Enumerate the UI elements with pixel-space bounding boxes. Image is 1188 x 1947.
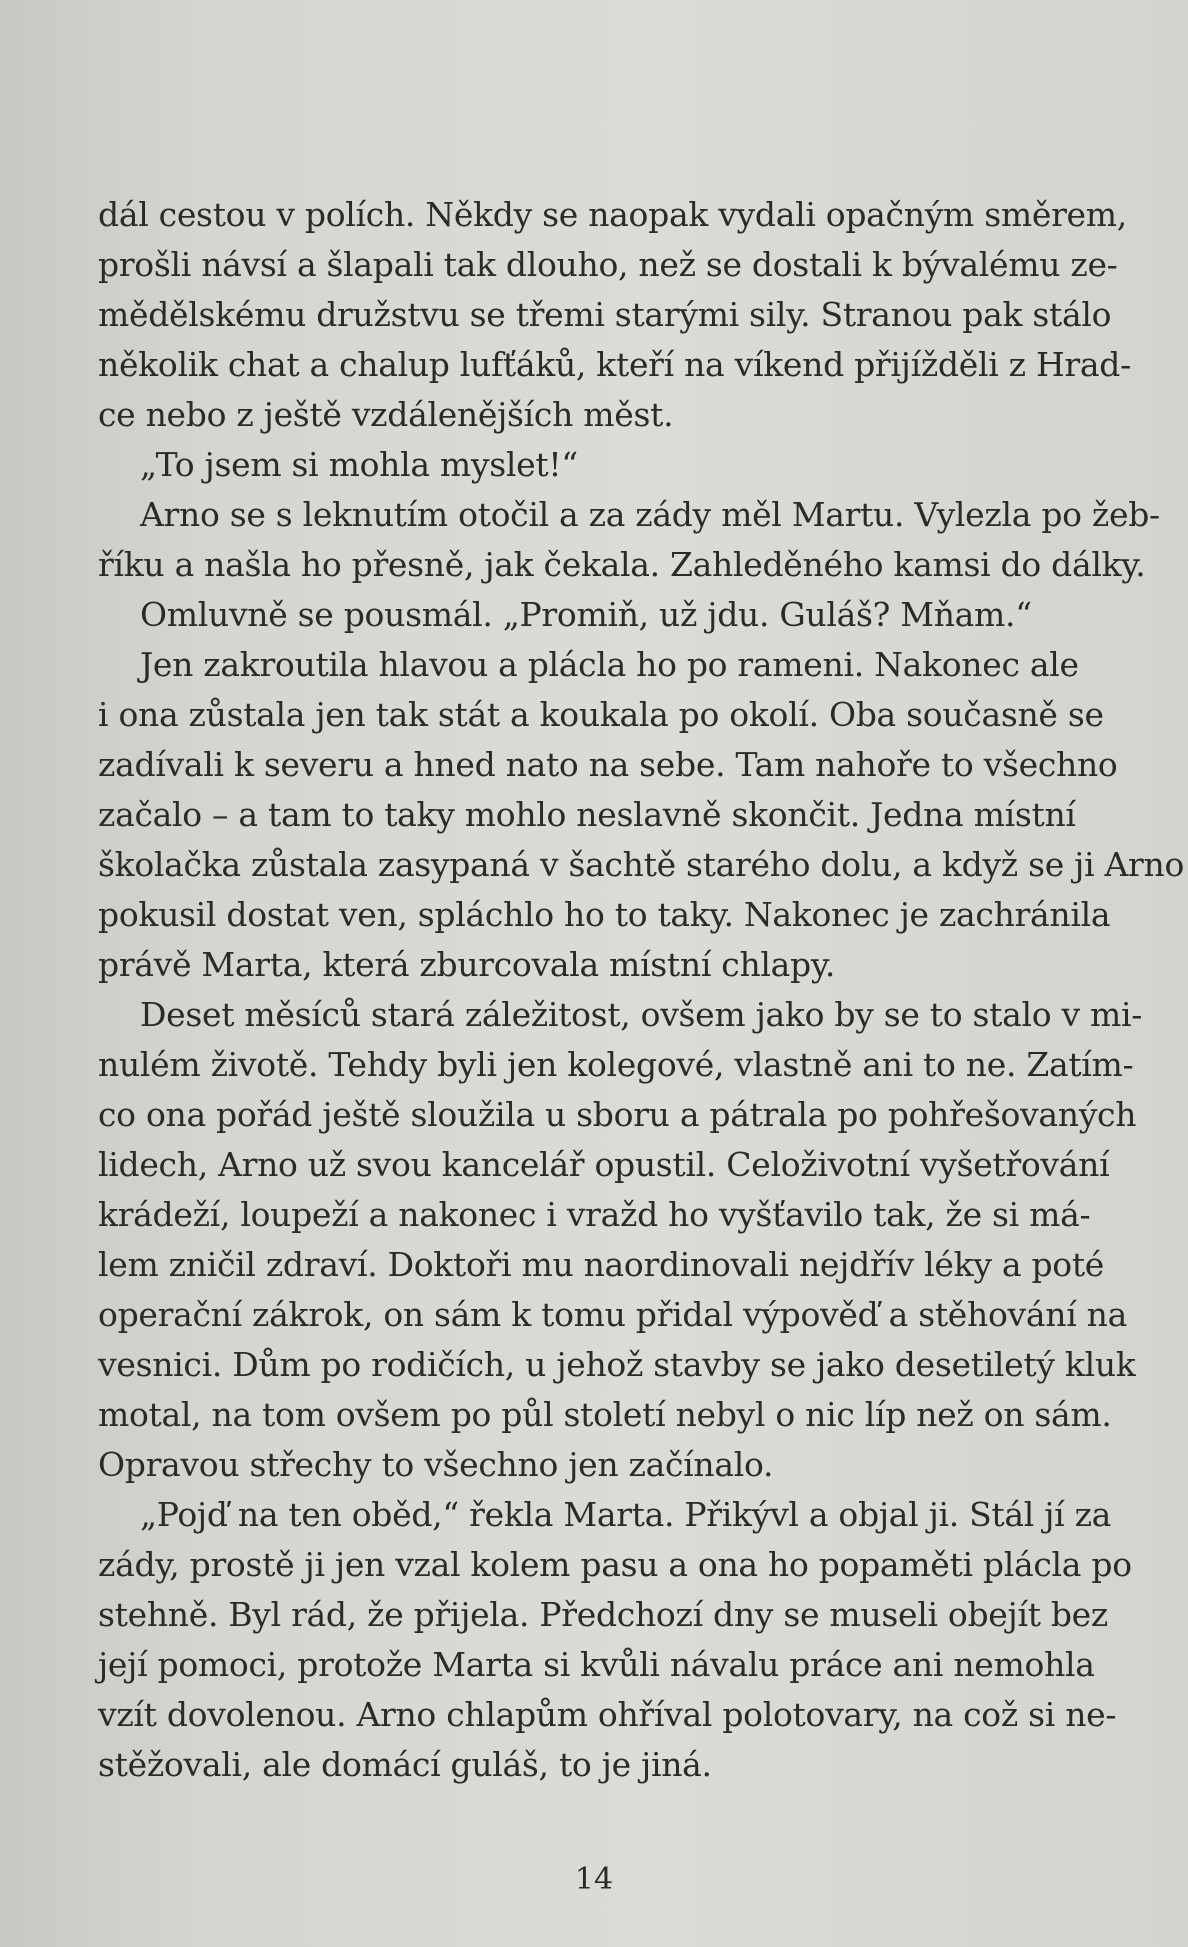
text-line: co ona pořád ještě sloužila u sboru a pátrala po pohřešovaných xyxy=(98,1095,1137,1134)
text-line: lem zničil zdraví. Doktoři mu naordinovali nejdřív léky a poté xyxy=(98,1245,1105,1284)
text-line: pokusil dostat ven, spláchlo ho to taky. Nakonec je zachránila xyxy=(98,895,1111,934)
text-line: zadívali k severu a hned nato na sebe. Tam nahoře to všechno xyxy=(98,745,1118,784)
text-line: mědělskému družstvu se třemi starými sily. Stranou pak stálo xyxy=(98,295,1112,334)
text-line: Arno se s leknutím otočil a za zády měl Martu. Vylezla po žeb- xyxy=(140,495,1160,534)
text-line: zády, prostě ji jen vzal kolem pasu a ona ho popaměti plácla po xyxy=(98,1545,1132,1584)
text-line: několik chat a chalup lufťáků, kteří na víkend přijížděli z Hrad- xyxy=(98,345,1131,384)
text-line: Omluvně se pousmál. „Promiň, už jdu. Guláš? Mňam.“ xyxy=(140,595,1032,634)
text-line: její pomoci, protože Marta si kvůli návalu práce ani nemohla xyxy=(98,1645,1095,1684)
body-text xyxy=(98,190,1185,1790)
text-line: stěžovali, ale domácí guláš, to je jiná. xyxy=(98,1745,712,1784)
text-line: nulém životě. Tehdy byli jen kolegové, vlastně ani to ne. Zatím- xyxy=(98,1045,1134,1084)
text-line: ce nebo z ještě vzdálenějších měst. xyxy=(98,395,674,434)
text-line: „Pojď na ten oběd,“ řekla Marta. Přikývl a objal ji. Stál jí za xyxy=(140,1495,1112,1534)
text-line: krádeží, loupeží a nakonec i vražd ho vyšťavilo tak, že si má- xyxy=(98,1195,1091,1234)
text-line: „To jsem si mohla myslet!“ xyxy=(140,445,578,484)
text-line: Jen zakroutila hlavou a plácla ho po rameni. Nakonec ale xyxy=(140,645,1079,684)
text-line: školačka zůstala zasypaná v šachtě starého dolu, a když se ji Arno xyxy=(98,845,1185,884)
text-line: stehně. Byl rád, že přijela. Předchozí dny se museli obejít bez xyxy=(98,1595,1108,1634)
text-line: právě Marta, která zburcovala místní chlapy. xyxy=(98,945,836,984)
text-line: vesnici. Dům po rodičích, u jehož stavby se jako desetiletý kluk xyxy=(98,1345,1136,1384)
text-line: Opravou střechy to všechno jen začínalo. xyxy=(98,1445,774,1484)
text-line: i ona zůstala jen tak stát a koukala po okolí. Oba současně se xyxy=(98,695,1104,734)
text-line: dál cestou v polích. Někdy se naopak vydali opačným směrem, xyxy=(98,195,1127,234)
page-number: 14 xyxy=(574,1862,614,1897)
text-line: Deset měsíců stará záležitost, ovšem jako by se to stalo v mi- xyxy=(140,995,1143,1034)
text-line: říku a našla ho přesně, jak čekala. Zahleděného kamsi do dálky. xyxy=(98,545,1146,584)
text-line: motal, na tom ovšem po půl století nebyl o nic líp než on sám. xyxy=(98,1395,1112,1434)
text-line: lidech, Arno už svou kancelář opustil. Celoživotní vyšetřování xyxy=(98,1145,1110,1184)
text-line: prošli návsí a šlapali tak dlouho, než se dostali k bývalému ze- xyxy=(98,245,1118,284)
text-line: operační zákrok, on sám k tomu přidal výpověď a stěhování na xyxy=(98,1295,1127,1334)
text-line: vzít dovolenou. Arno chlapům ohříval polotovary, na což si ne- xyxy=(98,1695,1117,1734)
text-line: začalo – a tam to taky mohlo neslavně skončit. Jedna místní xyxy=(98,795,1076,834)
